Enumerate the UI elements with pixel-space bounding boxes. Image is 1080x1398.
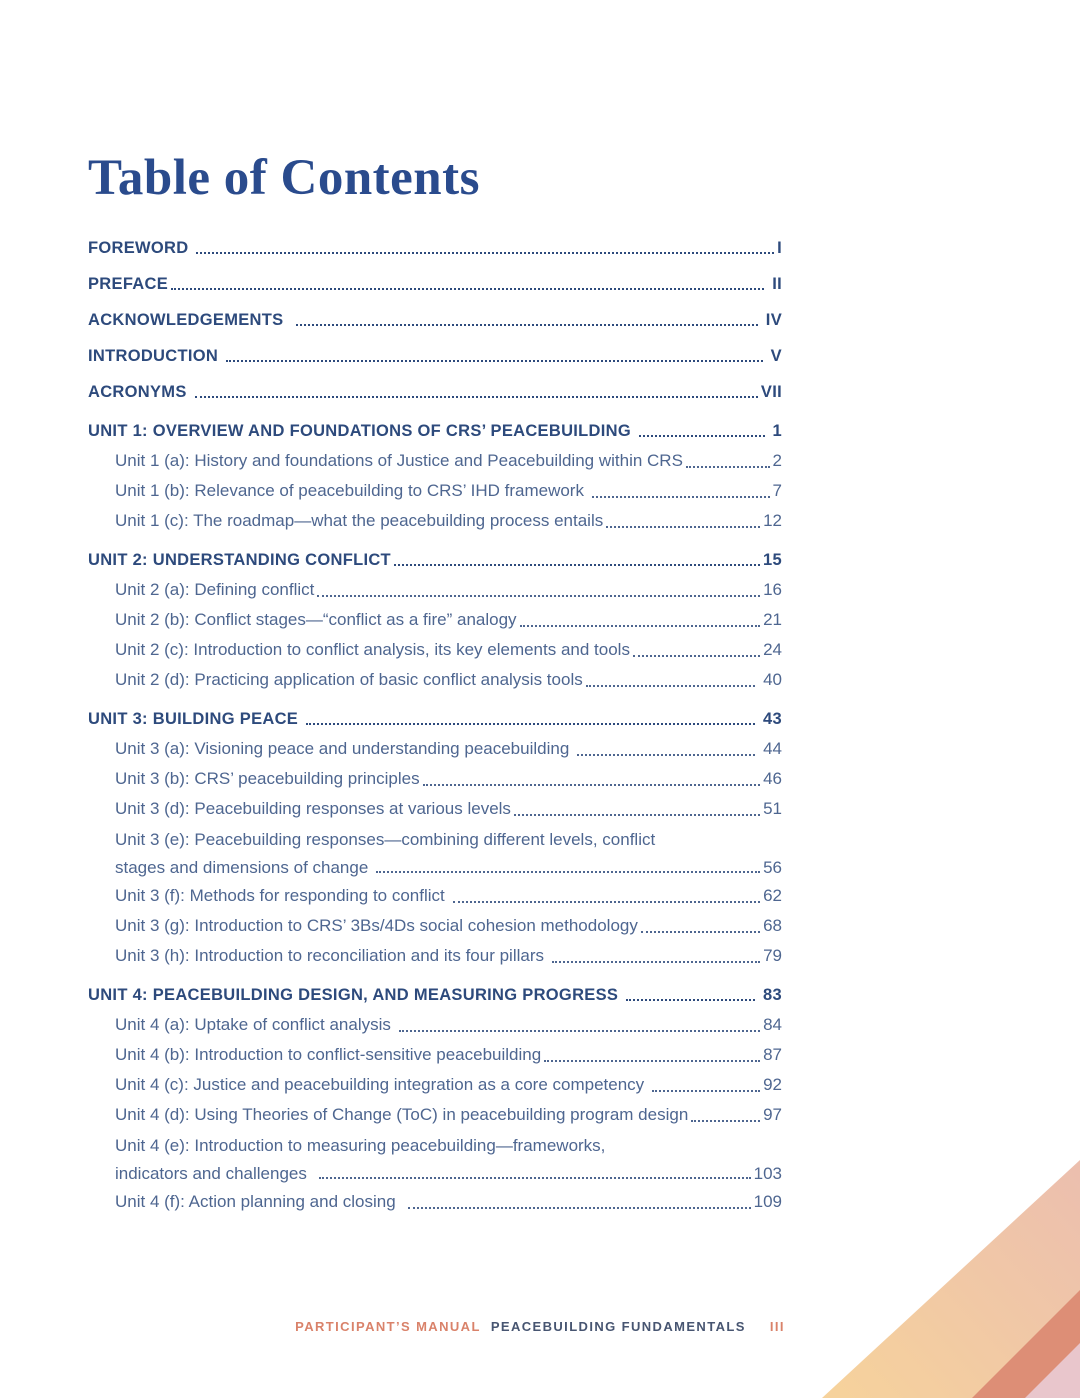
toc-page-number: 62 — [763, 886, 782, 906]
toc-page-number: 12 — [763, 511, 782, 531]
toc-page-number: V — [765, 347, 782, 366]
toc-entry — [88, 1132, 782, 1187]
toc-entry — [88, 826, 782, 881]
toc-entry — [88, 734, 782, 764]
toc-entry-label: Unit 3 (e): Peacebuilding responses—combining different levels, conflict — [115, 830, 656, 850]
toc-entry — [88, 377, 782, 407]
toc-entry-label: stages and dimensions of change — [115, 858, 374, 878]
toc-page-number: 56 — [763, 858, 782, 878]
toc-entry — [88, 416, 782, 446]
toc-page-number: 109 — [753, 1192, 782, 1212]
toc-entry — [88, 341, 782, 371]
toc-page-number: 46 — [763, 769, 782, 789]
toc-page-number: VII — [760, 383, 782, 402]
toc-entry-label: FOREWORD — [88, 239, 194, 258]
toc-entry — [88, 506, 782, 536]
toc-page-number: 7 — [772, 481, 782, 501]
toc-page-number: 68 — [763, 916, 782, 936]
toc-content — [88, 150, 782, 1217]
toc-entry-label: Unit 1 (c): The roadmap—what the peacebuilding process entails — [115, 511, 604, 531]
toc-entry-label: Unit 3 (d): Peacebuilding responses at various levels — [115, 799, 511, 819]
toc-entry-label: Unit 4 (e): Introduction to measuring peacebuilding—frameworks, — [115, 1136, 606, 1156]
toc-entry-label: Unit 3 (g): Introduction to CRS’ 3Bs/4Ds social cohesion methodology — [115, 916, 638, 936]
toc-entry — [88, 941, 782, 971]
toc-entry-label: UNIT 3: BUILDING PEACE — [88, 710, 303, 729]
toc-entry-label: indicators and challenges — [115, 1164, 317, 1184]
toc-page-number: 15 — [763, 551, 782, 570]
table-of-contents — [88, 233, 782, 1217]
toc-page-number: 43 — [758, 710, 782, 729]
toc-page-number: 51 — [763, 799, 782, 819]
toc-entry-label: INTRODUCTION — [88, 347, 223, 366]
toc-page-number: 40 — [758, 670, 782, 690]
toc-page-number: I — [777, 239, 782, 258]
toc-entry-label: Unit 2 (d): Practicing application of basic conflict analysis tools — [115, 670, 583, 690]
toc-entry-label: Unit 2 (a): Defining conflict — [115, 580, 315, 600]
toc-entry — [88, 545, 782, 575]
toc-entry-label: UNIT 4: PEACEBUILDING DESIGN, AND MEASURING PROGRESS — [88, 986, 624, 1005]
toc-entry — [88, 881, 782, 911]
toc-entry-label: Unit 4 (f): Action planning and closing — [115, 1192, 406, 1212]
toc-entry — [88, 911, 782, 941]
toc-entry-label: Unit 4 (a): Uptake of conflict analysis — [115, 1015, 396, 1035]
toc-page-number: 97 — [763, 1105, 782, 1125]
toc-entry-label: Unit 4 (d): Using Theories of Change (ToC) in peacebuilding program design — [115, 1105, 689, 1125]
page-title: Table of Contents — [88, 150, 480, 206]
toc-page-number: 83 — [758, 986, 782, 1005]
toc-entry — [88, 605, 782, 635]
toc-page-number: 1 — [767, 422, 782, 441]
toc-page-number: 24 — [763, 640, 782, 660]
toc-page-number: 79 — [763, 946, 782, 966]
toc-page-number: II — [767, 275, 782, 294]
toc-entry — [88, 1100, 782, 1130]
toc-entry — [88, 1187, 782, 1217]
corner-decoration-graphic — [820, 1155, 1080, 1398]
toc-entry — [88, 635, 782, 665]
toc-entry — [88, 665, 782, 695]
footer-doc-title: PEACEBUILDING FUNDAMENTALS — [490, 1319, 746, 1334]
toc-entry-label: Unit 4 (b): Introduction to conflict-sensitive peacebuilding — [115, 1045, 542, 1065]
toc-entry-label: Unit 2 (b): Conflict stages—“conflict as a fire” analogy — [115, 610, 517, 630]
toc-entry — [88, 233, 782, 263]
toc-entry-label: Unit 3 (f): Methods for responding to conflict — [115, 886, 450, 906]
toc-entry-label: ACKNOWLEDGEMENTS — [88, 311, 294, 330]
toc-entry-label: Unit 1 (a): History and foundations of Justice and Peacebuilding within CRS — [115, 451, 683, 471]
toc-page-number: 87 — [763, 1045, 782, 1065]
toc-page-number: 2 — [772, 451, 782, 471]
toc-entry-label: Unit 3 (b): CRS’ peacebuilding principles — [115, 769, 420, 789]
footer-manual-label: PARTICIPANT’S MANUAL — [295, 1319, 481, 1334]
toc-entry — [88, 1010, 782, 1040]
toc-entry-label: Unit 3 (h): Introduction to reconciliation and its four pillars — [115, 946, 549, 966]
toc-entry — [88, 269, 782, 299]
toc-entry-label: UNIT 2: UNDERSTANDING CONFLICT — [88, 551, 391, 570]
toc-entry — [88, 476, 782, 506]
toc-page-number: 103 — [753, 1164, 782, 1184]
toc-entry-label: UNIT 1: OVERVIEW AND FOUNDATIONS OF CRS’ PEACEBUILDING — [88, 422, 636, 441]
toc-entry-label: Unit 4 (c): Justice and peacebuilding integration as a core competency — [115, 1075, 649, 1095]
toc-entry — [88, 1070, 782, 1100]
toc-entry — [88, 764, 782, 794]
toc-page-number: 84 — [763, 1015, 782, 1035]
toc-entry-label: Unit 3 (a): Visioning peace and understanding peacebuilding — [115, 739, 575, 759]
toc-entry — [88, 794, 782, 824]
toc-entry — [88, 1040, 782, 1070]
toc-entry-label: Unit 2 (c): Introduction to conflict analysis, its key elements and tools — [115, 640, 630, 660]
footer-page-number: III — [769, 1319, 785, 1334]
toc-entry — [88, 704, 782, 734]
toc-entry-label: Unit 1 (b): Relevance of peacebuilding to CRS’ IHD framework — [115, 481, 589, 501]
toc-entry-label: ACRONYMS — [88, 383, 192, 402]
toc-entry — [88, 305, 782, 335]
toc-page-number: IV — [760, 311, 782, 330]
toc-page-number: 16 — [763, 580, 782, 600]
toc-entry-label: PREFACE — [88, 275, 169, 294]
toc-page-number: 92 — [763, 1075, 782, 1095]
toc-entry — [88, 980, 782, 1010]
toc-page-number: 21 — [763, 610, 782, 630]
toc-page-number: 44 — [758, 739, 782, 759]
toc-entry — [88, 446, 782, 476]
toc-entry — [88, 575, 782, 605]
